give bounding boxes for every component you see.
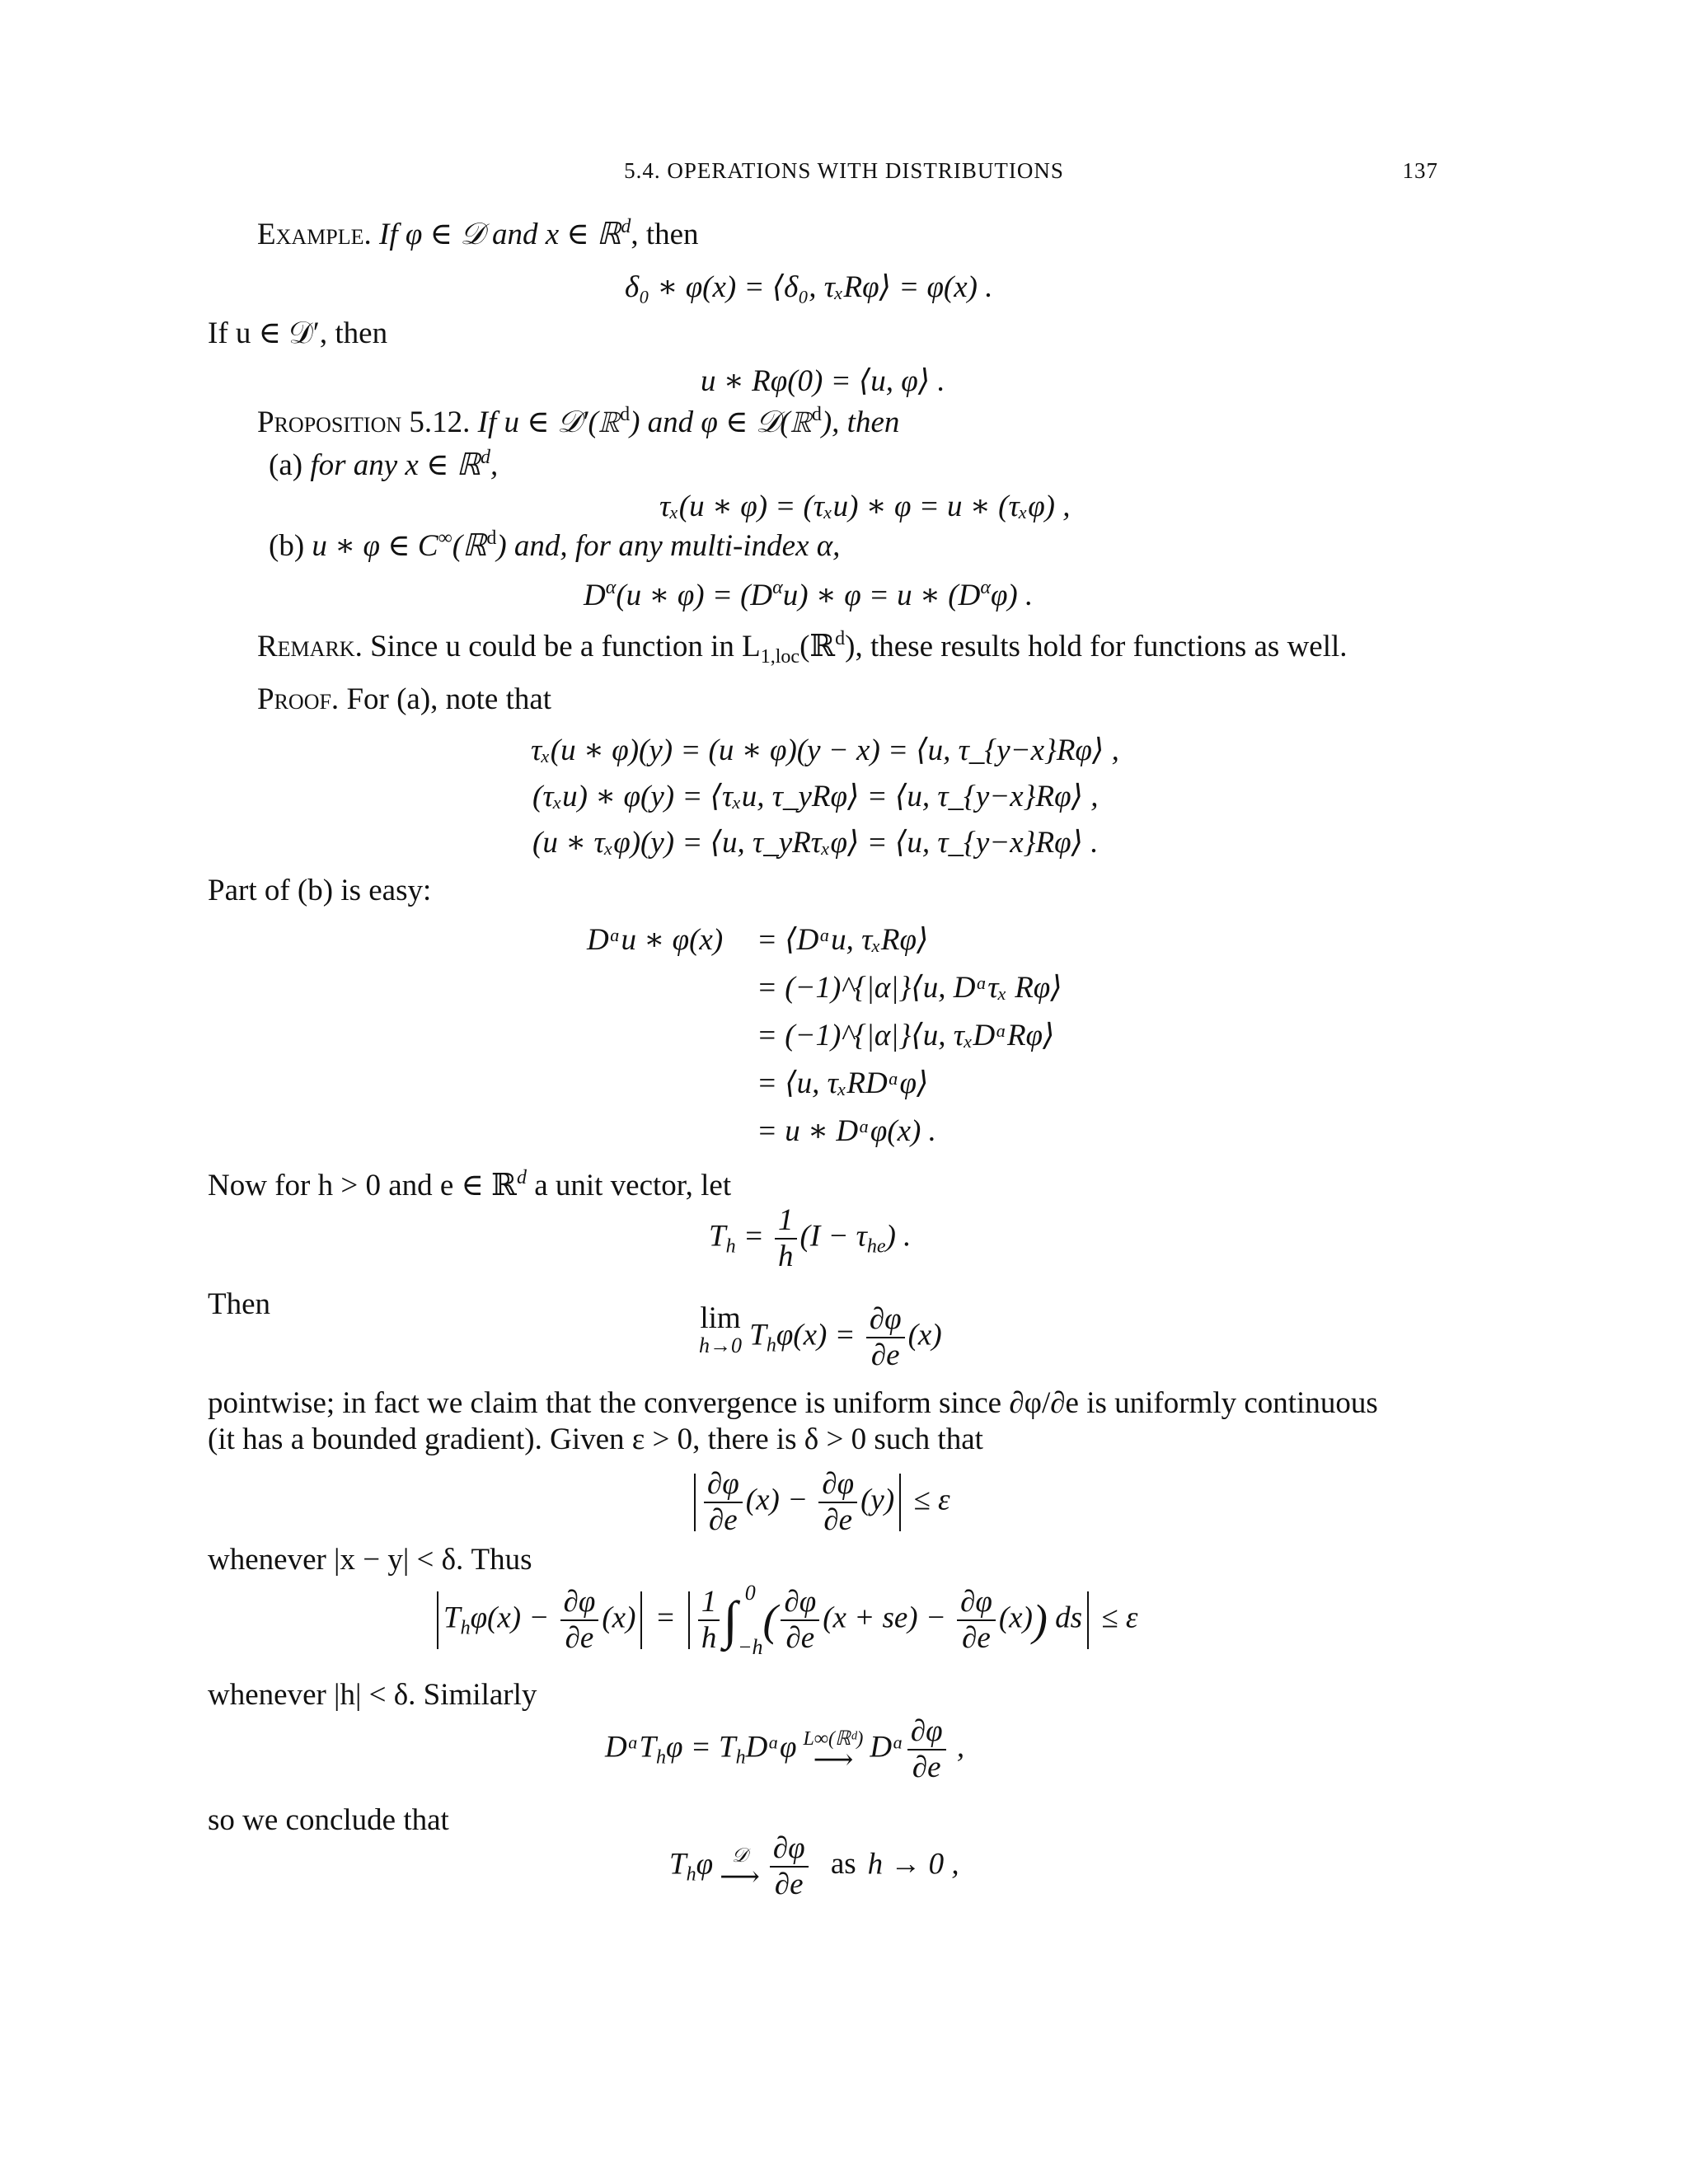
whenever-line-1: whenever |x − y| < δ. Thus [208,1543,532,1577]
whenever-line-2: whenever |h| < δ. Similarly [208,1678,537,1712]
difference-quotient-inequality: $T_h\varphi(x)$ − $\frac{\partial\varphi}{\partial e}$ (x) = $\frac{1}{h}$ ∫ 0 −h ( $\frac{\partial\varphi}{\partial e}$ (x + se) − $\frac{\partial\varphi}{\partial e}$ (x)) ds ≤ ε [432,1582,1137,1658]
proposition-equation-b: $D^\alpha(u$ ∗ $\varphi) = (D^\alpha u)$ ∗ φ = u ∗ $(D^\alpha\varphi)$ . [584,577,1034,612]
integral-sign: ∫ [723,1591,738,1649]
proposition-label: Proposition 5.12. [257,405,471,439]
final-convergence: $T_h\varphi$ 𝒟 ⟶ $\frac{\partial\varphi}{\partial e}$ as h → 0 , [669,1831,959,1901]
proof-equation-2: (τₓu) ∗ φ(y) = ⟨τₓu, τ_yRφ⟩ = ⟨u, τ_{y−x}Rφ⟩ , [532,780,1099,813]
th-definition: $T_h$ = $\frac{1}{h}$ $(I - \tau_{he})$ . [709,1203,912,1273]
proof-paragraph: Proof. For (a), note that [257,682,552,716]
example-text: If φ ∈ 𝒟 and x ∈ ℝ [379,218,621,251]
uniform-continuity-inequality: $\frac{\partial\varphi}{\partial e}$ (x) − $\frac{\partial\varphi}{\partial e}$ (y) ≤ ε [689,1467,950,1538]
chain-step-1: = ⟨Dᵅu, τₓRφ⟩ [757,923,929,957]
chain-lhs: Dᵅu ∗ φ(x) [587,923,724,957]
chain-step-4: = ⟨u, τₓRDᵅφ⟩ [757,1066,929,1100]
example-equation-2: u ∗ Rφ(0) = ⟨u, φ⟩ . [701,364,945,398]
part-b-line: Part of (b) is easy: [208,874,432,907]
proposition-item-b: (b) u ∗ φ ∈ C∞(ℝ$^d$) and, for any multi-index α, [269,527,841,563]
running-header: 5.4. OPERATIONS WITH DISTRIBUTIONS [624,158,1064,183]
pointwise-line-1: pointwise; in fact we claim that the convergence is uniform since ∂φ/∂e is uniformly continuous [208,1386,1378,1420]
chain-step-2: = (−1)^{|α|}⟨u, Dᵅτₓ Rφ⟩ [757,971,1062,1005]
proof-equation-3: (u ∗ τₓφ)(y) = ⟨u, τ_yRτₓφ⟩ = ⟨u, τ_{y−x}Rφ⟩ . [532,826,1099,860]
proposition-equation-a: τₓ(u ∗ φ) = (τₓu) ∗ φ = u ∗ (τₓφ) , [659,490,1071,523]
proposition-item-a: (a) for any x ∈ ℝ$^d$, [269,447,499,482]
chain-step-5: = u ∗ Dᵅφ(x) . [757,1114,936,1148]
proposition-statement: Proposition 5.12. If u ∈ 𝒟′(ℝ$^d$) and φ ∈ 𝒟(ℝ$^d$), then [257,404,900,439]
convergence-arrow: L∞(ℝᵈ) ⟶ [803,1728,864,1775]
chain-step-3: = (−1)^{|α|}⟨u, τₓDᵅRφ⟩ [757,1019,1055,1052]
limit-operator: lim h→0 [699,1301,742,1357]
page-number: 137 [1402,158,1438,183]
fraction-one-over-h: $\frac{1}{h}$ [775,1203,797,1274]
example-paragraph: Example. If φ ∈ 𝒟 and x ∈ ℝ$^d$, then [257,216,699,251]
remark-paragraph: Remark. Since u could be a function in $L_{1,loc}(ℝ^d)$, these results hold for functions as well. [257,628,1348,668]
proof-label: Proof. [257,682,340,716]
then-line: Then [208,1287,271,1321]
remark-label: Remark. [257,630,363,663]
now-line: Now for h > 0 and e ∈ ℝ$^d$ a unit vector, let [208,1167,732,1202]
similarly-equation: DᵅT$_h$φ = $T_hDᵅ\varphi$ L∞(ℝᵈ) ⟶ Dᵅ $\frac{\partial\varphi}{\partial e}$ , [605,1714,965,1784]
pointwise-line-2: (it has a bounded gradient). Given ε > 0, there is δ > 0 such that [208,1422,983,1456]
proof-equation-1: τₓ(u ∗ φ)(y) = (u ∗ φ)(y − x) = ⟨u, τ_{y−x}Rφ⟩ , [531,733,1119,767]
distribution-arrow: 𝒟 ⟶ [720,1845,760,1892]
partial-derivative-fraction: $\frac{\partial\varphi}{\partial e}$ [866,1302,905,1373]
limit-equation: lim h→0 $T_h\varphi(x)$ = $\frac{\partial\varphi}{\partial e}$ (x) [699,1301,942,1372]
conclude-line: so we conclude that [208,1803,449,1837]
example-label: Example. [257,218,372,251]
example-line-2: If u ∈ 𝒟′, then [208,316,388,350]
example-equation-1: δ₀ ∗ φ(x) = ⟨δ₀, τₓRφ⟩ = φ(x) . [625,270,993,304]
